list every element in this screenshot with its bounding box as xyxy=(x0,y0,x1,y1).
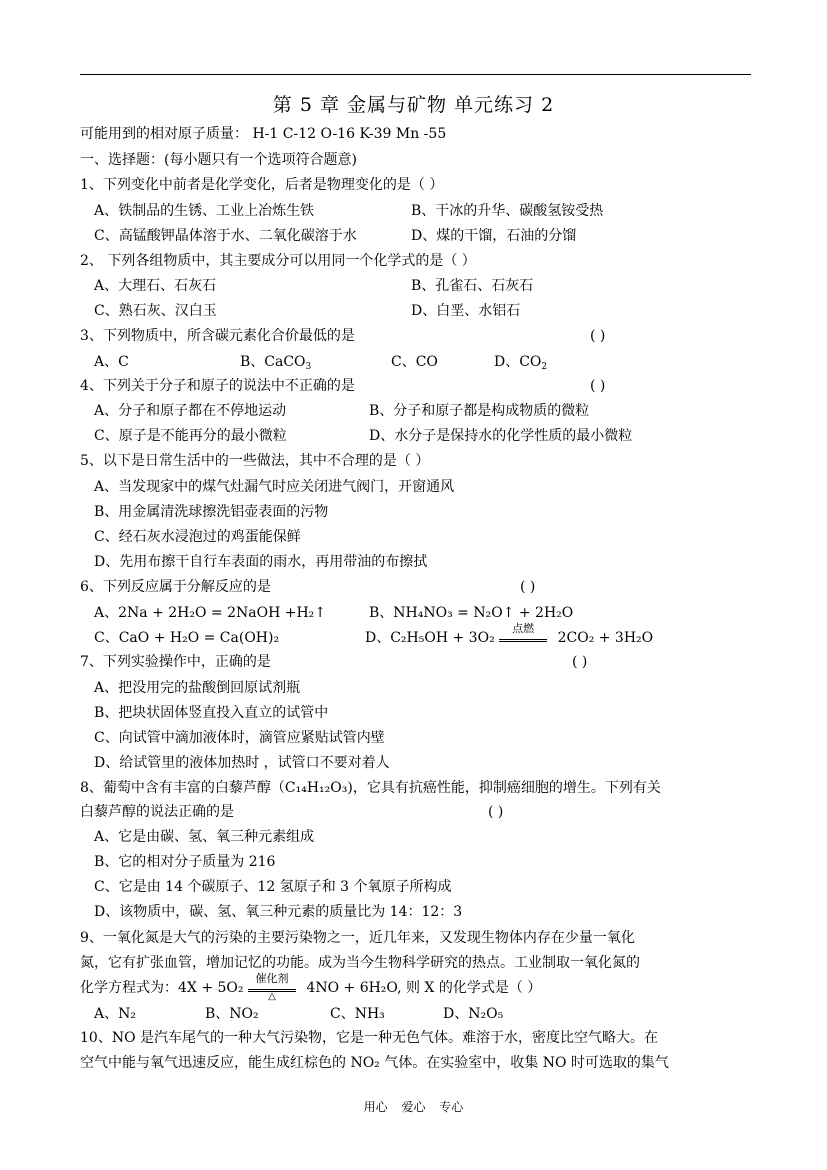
q2-option-b: B、孔雀石、石灰石 xyxy=(411,278,534,294)
q4-option-b: B、分子和原子都是构成物质的微粒 xyxy=(369,403,590,419)
q8-option-a: A、它是由碳、氢、氧三种元素组成 xyxy=(94,829,315,845)
q3-option-c: C、CO xyxy=(391,354,438,370)
q5-option-c: C、经石灰水浸泡过的鸡蛋能保鲜 xyxy=(94,529,301,545)
q5-option-d: D、先用布擦干自行车表面的雨水，再用带油的布擦拭 xyxy=(94,554,428,570)
q4-option-a: A、分子和原子都在不停地运动 xyxy=(94,403,287,419)
q4-answer-paren: ( ) xyxy=(590,378,606,394)
q2-stem: 2、 下列各组物质中，其主要成分可以用同一个化学式的是（ ） xyxy=(80,253,476,269)
q3-option-b: B、CaCO$_3$ xyxy=(240,354,312,372)
q10-stem-line2: 空气中能与氧气迅速反应，能生成红棕色的 NO₂ 气体。在实验室中，收集 NO 时可选取的集气 xyxy=(80,1055,669,1071)
q5-option-a: A、当发现家中的煤气灶漏气时应关闭进气阀门，开窗通风 xyxy=(94,479,455,495)
q6-answer-paren: ( ) xyxy=(520,579,536,595)
header-rule xyxy=(80,74,751,75)
q8-option-b: B、它的相对分子质量为 216 xyxy=(94,854,276,870)
q3-answer-paren: ( ) xyxy=(590,328,606,344)
q4-stem: 4、下列关于分子和原子的说法中不正确的是 xyxy=(80,378,355,394)
q3-stem: 3、下列物质中，所含碳元素化合价最低的是 xyxy=(80,328,355,344)
q9-option-a: A、N₂ xyxy=(94,1006,136,1022)
q2-option-c: C、熟石灰、汉白玉 xyxy=(94,303,217,319)
page-footer: 用心 爱心 专心 xyxy=(363,1100,464,1114)
q8-stem-line2: 白藜芦醇的说法正确的是 xyxy=(80,804,234,820)
q2-option-a: A、大理石、石灰石 xyxy=(94,278,217,294)
atomic-masses: 可能用到的相对原子质量： H-1 C-12 O-16 K-39 Mn -55 xyxy=(80,126,447,142)
q10-stem-line1: 10、NO 是汽车尾气的一种大气污染物，它是一种无色气体。难溶于水，密度比空气略大。在 xyxy=(80,1030,658,1046)
q2-option-d: D、白垩、水铝石 xyxy=(411,303,521,319)
q8-option-c: C、它是由 14 个碳原子、12 氢原子和 3 个氧原子所构成 xyxy=(94,879,452,895)
q9-stem-line2: 氮，它有扩张血管，增加记忆的功能。成为当今生物科学研究的热点。工业制取一氧化氮的 xyxy=(80,955,640,971)
q7-option-c: C、向试管中滴加液体时，滴管应紧贴试管内壁 xyxy=(94,730,385,746)
q4-option-d: D、水分子是保持水的化学性质的最小微粒 xyxy=(369,428,633,444)
ignition-condition: 点燃 xyxy=(499,628,547,648)
q7-option-a: A、把没用完的盐酸倒回原试剂瓶 xyxy=(94,680,301,696)
q1-option-a: A、铁制品的生锈、工业上冶炼生铁 xyxy=(94,203,315,219)
q7-stem: 7、下列实验操作中，正确的是 xyxy=(80,654,271,670)
section-heading: 一、选择题：(每小题只有一个选项符合题意) xyxy=(80,152,357,168)
q6-stem: 6、下列反应属于分解反应的是 xyxy=(80,579,271,595)
q8-stem-line1: 8、葡萄中含有丰富的白藜芦醇（C₁₄H₁₂O₃)，它具有抗癌性能，抑制癌细胞的增生。下列有关 xyxy=(80,780,661,796)
q7-option-d: D、给试管里的液体加热时 ，试管口不要对着人 xyxy=(94,755,390,771)
q9-option-d: D、N₂O₅ xyxy=(443,1006,504,1022)
q8-answer-paren: ( ) xyxy=(488,804,504,820)
q1-option-c: C、高锰酸钾晶体溶于水、二氧化碳溶于水 xyxy=(94,228,357,244)
q6-option-b: B、NH₄NO₃ = N₂O↑ + 2H₂O xyxy=(369,605,574,621)
q7-option-b: B、把块状固体竖直投入直立的试管中 xyxy=(94,705,329,721)
q6-option-c: C、CaO + H₂O = Ca(OH)₂ xyxy=(94,630,280,646)
q1-option-d: D、煤的干馏，石油的分馏 xyxy=(411,228,577,244)
q3-option-a: A、C xyxy=(94,354,129,370)
q9-stem-line1: 9、一氧化氮是大气的污染的主要污染物之一，近几年来，又发现生物体内存在少量一氧化 xyxy=(80,930,635,946)
catalyst-heat-condition: 催化剂 △ xyxy=(248,978,296,998)
q7-answer-paren: ( ) xyxy=(572,654,588,670)
q6-option-a: A、2Na + 2H₂O = 2NaOH +H₂↑ xyxy=(94,605,327,621)
q4-option-c: C、原子是不能再分的最小微粒 xyxy=(94,428,287,444)
q8-option-d: D、该物质中，碳、氢、氧三种元素的质量比为 14：12：3 xyxy=(94,904,463,920)
q5-option-b: B、用金属清洗球擦洗铝壶表面的污物 xyxy=(94,504,329,520)
q1-option-b: B、干冰的升华、碳酸氢铵受热 xyxy=(411,203,604,219)
q3-option-d: D、$CO_2$ xyxy=(494,354,548,372)
q9-option-b: B、NO₂ xyxy=(205,1006,259,1022)
q9-option-c: C、NH₃ xyxy=(330,1006,385,1022)
q5-stem: 5、以下是日常生活中的一些做法，其中不合理的是（ ） xyxy=(80,453,430,469)
q6-option-d: D、C₂H₅OH + 3O₂ 点燃 2CO₂ + 3H₂O xyxy=(365,622,654,646)
page-title: 第 5 章 金属与矿物 单元练习 2 xyxy=(272,94,555,116)
q1-stem: 1、下列变化中前者是化学变化，后者是物理变化的是（ ） xyxy=(80,177,444,193)
q9-stem-line3: 化学方程式为：4X + 5O₂ 催化剂 △ 4NO + 6H₂O, 则 X 的化学式是（ ） xyxy=(80,972,542,1002)
